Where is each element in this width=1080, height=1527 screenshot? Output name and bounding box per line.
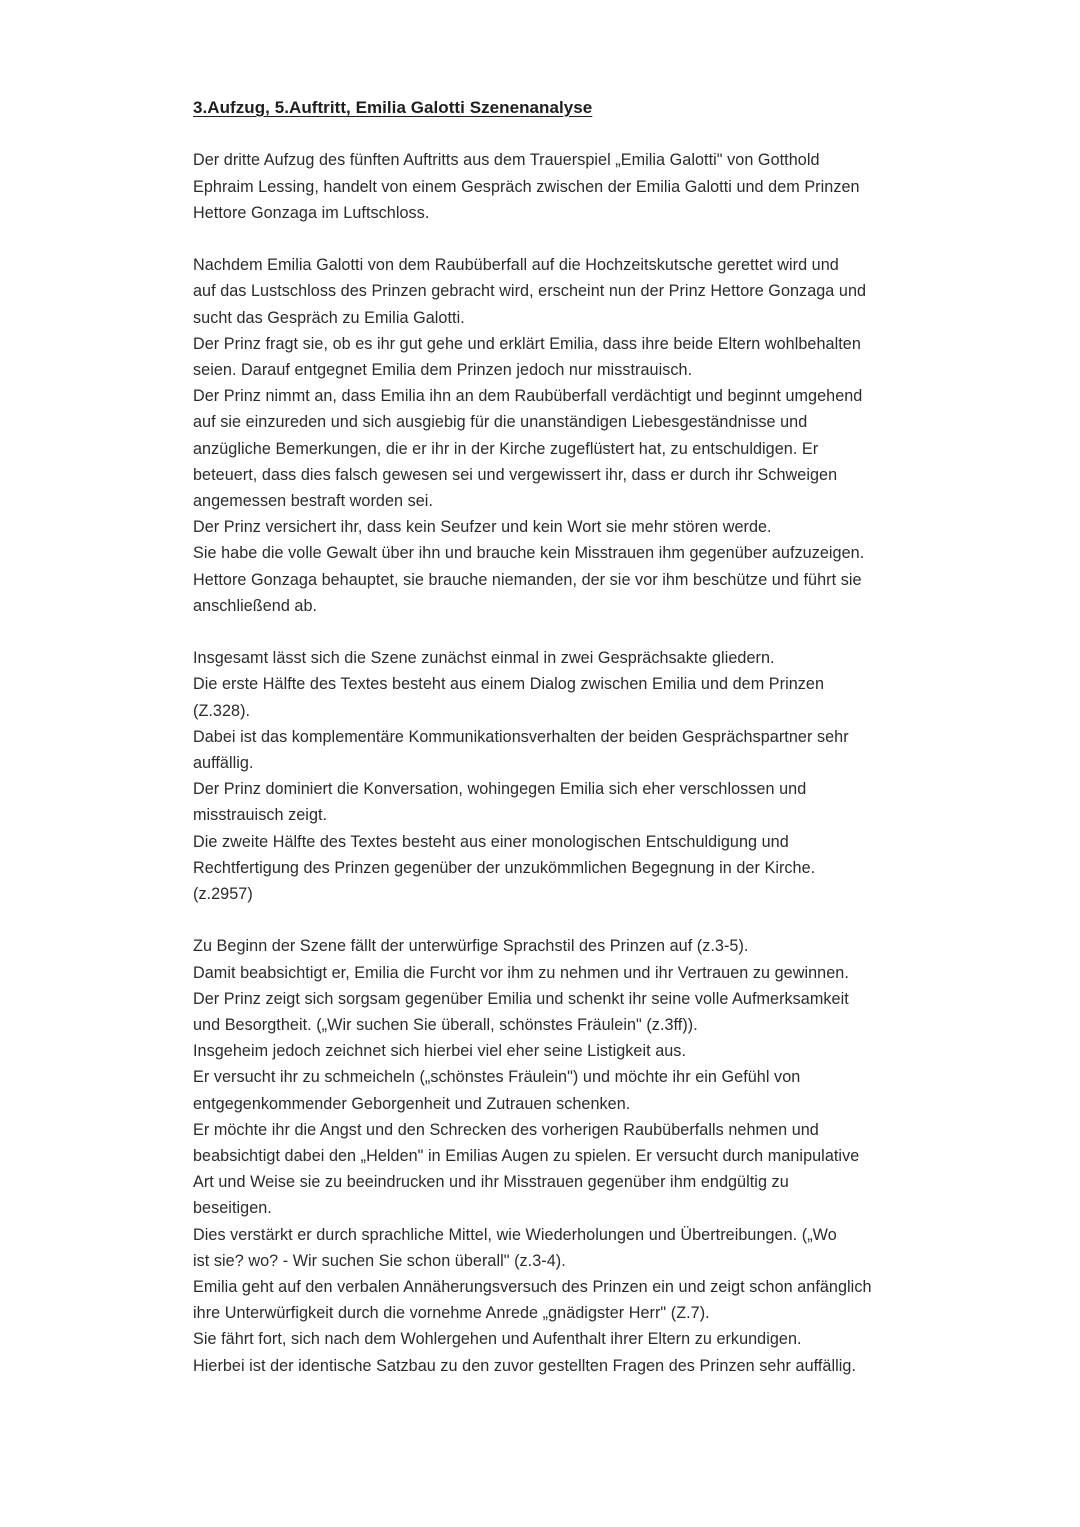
text-line: seien. Darauf entgegnet Emilia dem Prinzen jedoch nur misstrauisch. <box>193 361 693 379</box>
text-line: Sie fährt fort, sich nach dem Wohlergehen und Aufenthalt ihrer Eltern zu erkundigen. <box>193 1330 802 1349</box>
text-line: Der Prinz dominiert die Konversation, wohingegen Emilia sich eher verschlossen und <box>193 780 807 799</box>
text-line: Hierbei ist der identische Satzbau zu den zuvor gestellten Fragen des Prinzen sehr auffällig. <box>193 1356 857 1375</box>
text-line: Der Prinz nimmt an, dass Emilia ihn an dem Raubüberfall verdächtigt und beginnt umgehend <box>193 387 863 406</box>
text-line: auffällig. <box>193 754 254 773</box>
text-line: Insgesamt lässt sich die Szene zunächst einmal in zwei Gesprächsakte gliedern. <box>193 649 775 668</box>
paragraph <box>193 645 963 907</box>
text-line: Insgeheim jedoch zeichnet sich hierbei viel eher seine Listigkeit aus. <box>193 1042 686 1061</box>
text-line: Damit beabsichtigt er, Emilia die Furcht vor ihm zu nehmen und ihr Vertrauen zu gewinnen. <box>193 963 849 982</box>
text-line: Hettore Gonzaga behauptet, sie brauche niemanden, der sie vor ihm beschütze und führt sie <box>193 570 862 589</box>
paragraph-spacer <box>193 226 963 252</box>
text-line: Dabei ist das komplementäre Kommunikationsverhalten der beiden Gesprächspartner sehr <box>193 727 849 746</box>
paragraph-spacer <box>193 907 963 933</box>
text-line: Der Prinz zeigt sich sorgsam gegenüber Emilia und schenkt ihr seine volle Aufmerksamkeit <box>193 989 849 1008</box>
text-line: ihre Unterwürfigkeit durch die vornehme Anrede „gnädigster Herr" (Z.7). <box>193 1304 710 1323</box>
text-line: Die erste Hälfte des Textes besteht aus einem Dialog zwischen Emilia und dem Prinzen <box>193 675 825 694</box>
paragraph <box>193 933 963 1378</box>
text-line: anschließend ab. <box>193 596 318 615</box>
text-line: und Besorgtheit. („Wir suchen Sie überall, schönstes Fräulein" (z.3ff)). <box>193 1016 698 1035</box>
text-line: beteuert, dass dies falsch gewesen sei und vergewissert ihr, dass er durch ihr Schweigen <box>193 465 838 484</box>
text-line: Emilia geht auf den verbalen Annäherungsversuch des Prinzen ein und zeigt schon anfänglich <box>193 1278 872 1297</box>
text-line: misstrauisch zeigt. <box>193 806 328 825</box>
text-line: ist sie? wo? - Wir suchen Sie schon überall" (z.3-4). <box>193 1251 566 1270</box>
text-line: Ephraim Lessing, handelt von einem Gespräch zwischen der Emilia Galotti und dem Prinzen <box>193 177 860 196</box>
text-line: (Z.328). <box>193 701 251 720</box>
text-line: angemessen bestraft worden sei. <box>193 492 433 511</box>
text-line: Der dritte Aufzug des fünften Auftritts aus dem Trauerspiel „Emilia Galotti" von Gotthold <box>193 151 820 170</box>
text-line: entgegenkommender Geborgenheit und Zutrauen schenken. <box>193 1094 631 1113</box>
document-title: 3.Aufzug, 5.Auftritt, Emilia Galotti Szenenanalyse <box>193 98 593 117</box>
text-line: Zu Beginn der Szene fällt der unterwürfige Sprachstil des Prinzen auf (z.3-5). <box>193 937 749 956</box>
text-line: beabsichtigt dabei den „Helden" in Emilias Augen zu spielen. Er versucht durch manipulative <box>193 1147 860 1166</box>
text-line: Hettore Gonzaga im Luftschloss. <box>193 203 430 222</box>
title-spacer <box>193 121 963 147</box>
text-line: Der Prinz fragt sie, ob es ihr gut gehe und erklärt Emilia, dass ihre beide Eltern wohlbehalten <box>193 334 861 353</box>
paragraph-container <box>193 147 963 1379</box>
text-line: Art und Weise sie zu beeindrucken und ihr Misstrauen gegenüber ihm endgültig zu <box>193 1173 789 1192</box>
paragraph <box>193 147 963 226</box>
text-line: Dies verstärkt er durch sprachliche Mittel, wie Wiederholungen und Übertreibungen. („Wo <box>193 1225 837 1244</box>
text-line: sucht das Gespräch zu Emilia Galotti. <box>193 308 465 327</box>
document-body <box>193 95 963 1379</box>
text-line: (z.2957) <box>193 885 253 904</box>
paragraph-spacer <box>193 619 963 645</box>
text-line: anzügliche Bemerkungen, die er ihr in der Kirche zugeflüstert hat, zu entschuldigen. Er <box>193 439 819 458</box>
paragraph <box>193 252 963 619</box>
text-line: Er möchte ihr die Angst und den Schrecken des vorherigen Raubüberfalls nehmen und <box>193 1120 819 1139</box>
text-line: Die zweite Hälfte des Textes besteht aus einer monologischen Entschuldigung und <box>193 832 789 851</box>
text-line: Sie habe die volle Gewalt über ihn und brauche kein Misstrauen ihm gegenüber aufzuzeigen. <box>193 544 865 563</box>
text-line: Rechtfertigung des Prinzen gegenüber der unzukömmlichen Begegnung in der Kirche. <box>193 858 816 877</box>
text-line: Nachdem Emilia Galotti von dem Raubüberfall auf die Hochzeitskutsche gerettet wird und <box>193 256 839 275</box>
text-line: auf sie einzureden und sich ausgiebig für die unanständigen Liebesgeständnisse und <box>193 413 808 432</box>
text-line: beseitigen. <box>193 1199 272 1218</box>
text-line: auf das Lustschloss des Prinzen gebracht wird, erscheint nun der Prinz Hettore Gonzaga und <box>193 282 867 301</box>
text-line: Er versucht ihr zu schmeicheln („schönstes Fräulein") und möchte ihr ein Gefühl von <box>193 1068 801 1087</box>
text-line: Der Prinz versichert ihr, dass kein Seufzer und kein Wort sie mehr stören werde. <box>193 518 772 537</box>
